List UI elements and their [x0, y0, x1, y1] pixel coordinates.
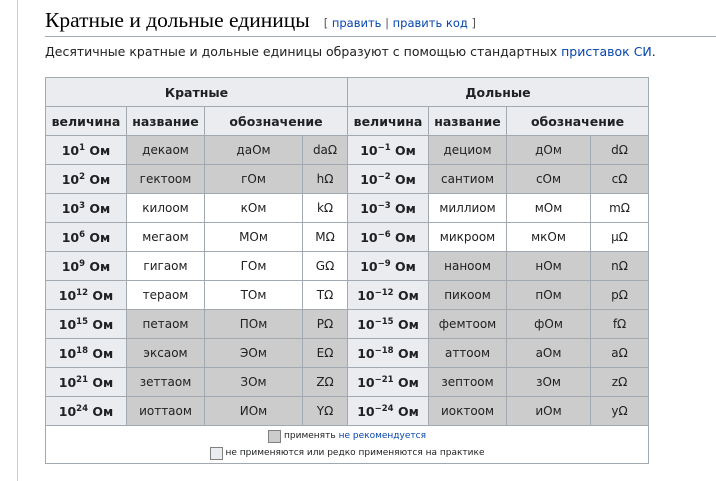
ru-symbol-cell: гОм: [205, 165, 303, 194]
col-header-name: название: [127, 107, 205, 136]
unit-name-cell: иоктоом: [429, 397, 507, 426]
edit-bracket-close: ]: [471, 16, 476, 30]
magnitude-exponent: 2: [79, 171, 86, 182]
magnitude-base: 10: [360, 200, 378, 216]
intro-paragraph: [45, 44, 705, 59]
intl-symbol-cell: pΩ: [591, 281, 649, 310]
table-row: [46, 252, 649, 281]
magnitude-base: 10: [360, 258, 378, 274]
unit-name-cell: зеттаом: [127, 368, 205, 397]
intl-symbol-cell: GΩ: [303, 252, 348, 281]
magnitude-unit: Ом: [92, 403, 114, 419]
magnitude-unit: Ом: [89, 171, 111, 187]
magnitude-cell: [46, 397, 127, 426]
table-legend: [46, 426, 649, 464]
intro-period: .: [651, 44, 656, 59]
unit-name-cell: аттоом: [429, 339, 507, 368]
table-row: [46, 397, 649, 426]
intl-symbol-cell: yΩ: [591, 397, 649, 426]
magnitude-exponent: −12: [374, 287, 394, 298]
magnitude-exponent: −9: [377, 258, 391, 269]
legend-not-recommended: [46, 428, 648, 445]
magnitude-base: 10: [357, 374, 375, 390]
unit-name-cell: дециом: [429, 136, 507, 165]
page-left-border: [17, 0, 18, 481]
ru-symbol-cell: ПОм: [205, 310, 303, 339]
magnitude-base: 10: [61, 142, 80, 158]
ru-symbol-cell: нОм: [507, 252, 591, 281]
magnitude-unit: Ом: [397, 287, 419, 303]
table-row: [46, 368, 649, 397]
unit-name-cell: сантиом: [429, 165, 507, 194]
multiples-group-header: Кратные: [46, 78, 348, 107]
unit-name-cell: петаом: [127, 310, 205, 339]
unit-name-cell: килоом: [127, 194, 205, 223]
ru-symbol-cell: ТОм: [205, 281, 303, 310]
magnitude-base: 10: [357, 287, 375, 303]
magnitude-exponent: −1: [377, 142, 391, 153]
magnitude-unit: Ом: [92, 345, 114, 361]
ru-symbol-cell: МОм: [205, 223, 303, 252]
magnitude-exponent: −24: [374, 403, 394, 414]
section-title: Кратные и дольные единицы: [45, 8, 310, 32]
magnitude-unit: Ом: [397, 403, 419, 419]
col-header-magnitude: величина: [348, 107, 429, 136]
magnitude-base: 10: [58, 345, 77, 361]
intl-symbol-cell: cΩ: [591, 165, 649, 194]
magnitude-cell: [46, 194, 127, 223]
col-header-magnitude: величина: [46, 107, 127, 136]
magnitude-base: 10: [58, 374, 77, 390]
ru-symbol-cell: мОм: [507, 194, 591, 223]
intl-symbol-cell: YΩ: [303, 397, 348, 426]
section-heading: [45, 8, 716, 37]
intl-symbol-cell: aΩ: [591, 339, 649, 368]
ru-symbol-cell: аОм: [507, 339, 591, 368]
intl-symbol-cell: fΩ: [591, 310, 649, 339]
unit-name-cell: гектоом: [127, 165, 205, 194]
magnitude-unit: Ом: [92, 374, 114, 390]
ru-symbol-cell: мкОм: [507, 223, 591, 252]
magnitude-cell: [46, 223, 127, 252]
intl-symbol-cell: hΩ: [303, 165, 348, 194]
magnitude-cell: [348, 339, 429, 368]
intl-symbol-cell: MΩ: [303, 223, 348, 252]
ru-symbol-cell: пОм: [507, 281, 591, 310]
magnitude-exponent: −3: [377, 200, 391, 211]
unit-name-cell: гигаом: [127, 252, 205, 281]
ru-symbol-cell: зОм: [507, 368, 591, 397]
magnitude-base: 10: [360, 142, 378, 158]
legend-text: не применяются или редко применяются на практике: [225, 448, 485, 458]
magnitude-unit: Ом: [395, 258, 416, 274]
ru-symbol-cell: ГОм: [205, 252, 303, 281]
unit-name-cell: зептоом: [429, 368, 507, 397]
legend-text: применять: [284, 431, 336, 441]
table-row: [46, 136, 649, 165]
magnitude-cell: [46, 310, 127, 339]
unit-name-cell: эксаом: [127, 339, 205, 368]
submultiples-group-header: Дольные: [348, 78, 649, 107]
intl-symbol-cell: ZΩ: [303, 368, 348, 397]
intl-symbol-cell: dΩ: [591, 136, 649, 165]
intl-symbol-cell: EΩ: [303, 339, 348, 368]
magnitude-unit: Ом: [89, 229, 111, 245]
magnitude-cell: [348, 165, 429, 194]
magnitude-exponent: 24: [76, 403, 89, 414]
magnitude-base: 10: [61, 200, 80, 216]
prefix-table: [45, 77, 649, 464]
ru-symbol-cell: сОм: [507, 165, 591, 194]
unit-name-cell: иоттаом: [127, 397, 205, 426]
magnitude-unit: Ом: [92, 287, 114, 303]
magnitude-cell: [348, 252, 429, 281]
table-row: [46, 165, 649, 194]
intl-symbol-cell: nΩ: [591, 252, 649, 281]
si-prefixes-link[interactable]: приставок СИ: [561, 44, 652, 59]
magnitude-unit: Ом: [395, 171, 416, 187]
magnitude-cell: [46, 368, 127, 397]
edit-link[interactable]: править: [331, 16, 382, 30]
magnitude-exponent: 15: [76, 316, 89, 327]
ru-symbol-cell: даОм: [205, 136, 303, 165]
magnitude-exponent: 1: [79, 142, 86, 153]
ru-symbol-cell: ИОм: [205, 397, 303, 426]
magnitude-base: 10: [357, 345, 375, 361]
intl-symbol-cell: daΩ: [303, 136, 348, 165]
unit-name-cell: миллиом: [429, 194, 507, 223]
magnitude-cell: [348, 281, 429, 310]
ru-symbol-cell: фОм: [507, 310, 591, 339]
gray-swatch: [268, 430, 281, 443]
magnitude-exponent: 12: [76, 287, 89, 298]
unit-name-cell: пикоом: [429, 281, 507, 310]
magnitude-cell: [348, 397, 429, 426]
magnitude-cell: [46, 136, 127, 165]
ru-symbol-cell: ЭОм: [205, 339, 303, 368]
magnitude-cell: [46, 165, 127, 194]
magnitude-unit: Ом: [397, 316, 419, 332]
intl-symbol-cell: TΩ: [303, 281, 348, 310]
ru-symbol-cell: кОм: [205, 194, 303, 223]
magnitude-unit: Ом: [397, 374, 419, 390]
table-row: [46, 223, 649, 252]
magnitude-unit: Ом: [89, 200, 111, 216]
magnitude-cell: [348, 223, 429, 252]
magnitude-exponent: 18: [76, 345, 89, 356]
unit-name-cell: тераом: [127, 281, 205, 310]
unit-name-cell: декаом: [127, 136, 205, 165]
magnitude-exponent: −18: [374, 345, 394, 356]
intl-symbol-cell: PΩ: [303, 310, 348, 339]
ru-symbol-cell: иОм: [507, 397, 591, 426]
ru-symbol-cell: ЗОм: [205, 368, 303, 397]
edit-code-link[interactable]: править код: [392, 16, 468, 30]
edit-section-links: [324, 16, 476, 30]
magnitude-base: 10: [58, 403, 77, 419]
unit-name-cell: микроом: [429, 223, 507, 252]
magnitude-unit: Ом: [395, 142, 416, 158]
magnitude-exponent: −6: [377, 229, 391, 240]
table-row: [46, 310, 649, 339]
magnitude-base: 10: [357, 316, 375, 332]
col-header-symbol: обозначение: [507, 107, 649, 136]
intl-symbol-cell: kΩ: [303, 194, 348, 223]
magnitude-unit: Ом: [395, 229, 416, 245]
magnitude-base: 10: [360, 171, 378, 187]
light-swatch: [210, 447, 223, 460]
magnitude-unit: Ом: [397, 345, 419, 361]
magnitude-exponent: −2: [377, 171, 391, 182]
magnitude-unit: Ом: [395, 200, 416, 216]
magnitude-cell: [348, 310, 429, 339]
magnitude-cell: [46, 339, 127, 368]
magnitude-exponent: 21: [76, 374, 89, 385]
edit-separator: |: [385, 16, 389, 30]
magnitude-unit: Ом: [92, 316, 114, 332]
magnitude-base: 10: [357, 403, 375, 419]
unit-name-cell: фемтоом: [429, 310, 507, 339]
magnitude-exponent: −15: [374, 316, 394, 327]
magnitude-cell: [348, 194, 429, 223]
ru-symbol-cell: дОм: [507, 136, 591, 165]
magnitude-cell: [46, 252, 127, 281]
legend-rarely-used: [46, 445, 648, 462]
magnitude-cell: [348, 136, 429, 165]
magnitude-base: 10: [61, 171, 80, 187]
magnitude-cell: [348, 368, 429, 397]
col-header-name: название: [429, 107, 507, 136]
magnitude-exponent: 9: [79, 258, 86, 269]
table-row: [46, 194, 649, 223]
magnitude-cell: [46, 281, 127, 310]
intl-symbol-cell: zΩ: [591, 368, 649, 397]
magnitude-base: 10: [61, 258, 80, 274]
intro-text: Десятичные кратные и дольные единицы образуют с помощью стандартных: [45, 44, 558, 59]
not-recommended-link[interactable]: не рекомендуется: [338, 431, 427, 441]
magnitude-unit: Ом: [89, 258, 111, 274]
magnitude-base: 10: [58, 316, 77, 332]
intl-symbol-cell: µΩ: [591, 223, 649, 252]
intl-symbol-cell: mΩ: [591, 194, 649, 223]
unit-name-cell: наноом: [429, 252, 507, 281]
table-row: [46, 281, 649, 310]
magnitude-unit: Ом: [89, 142, 111, 158]
magnitude-base: 10: [61, 229, 80, 245]
table-row: [46, 339, 649, 368]
magnitude-base: 10: [58, 287, 77, 303]
edit-bracket-open: [: [323, 16, 329, 30]
magnitude-exponent: −21: [374, 374, 394, 385]
col-header-symbol: обозначение: [205, 107, 348, 136]
unit-name-cell: мегаом: [127, 223, 205, 252]
magnitude-exponent: 6: [79, 229, 86, 240]
magnitude-base: 10: [360, 229, 378, 245]
magnitude-exponent: 3: [79, 200, 86, 211]
